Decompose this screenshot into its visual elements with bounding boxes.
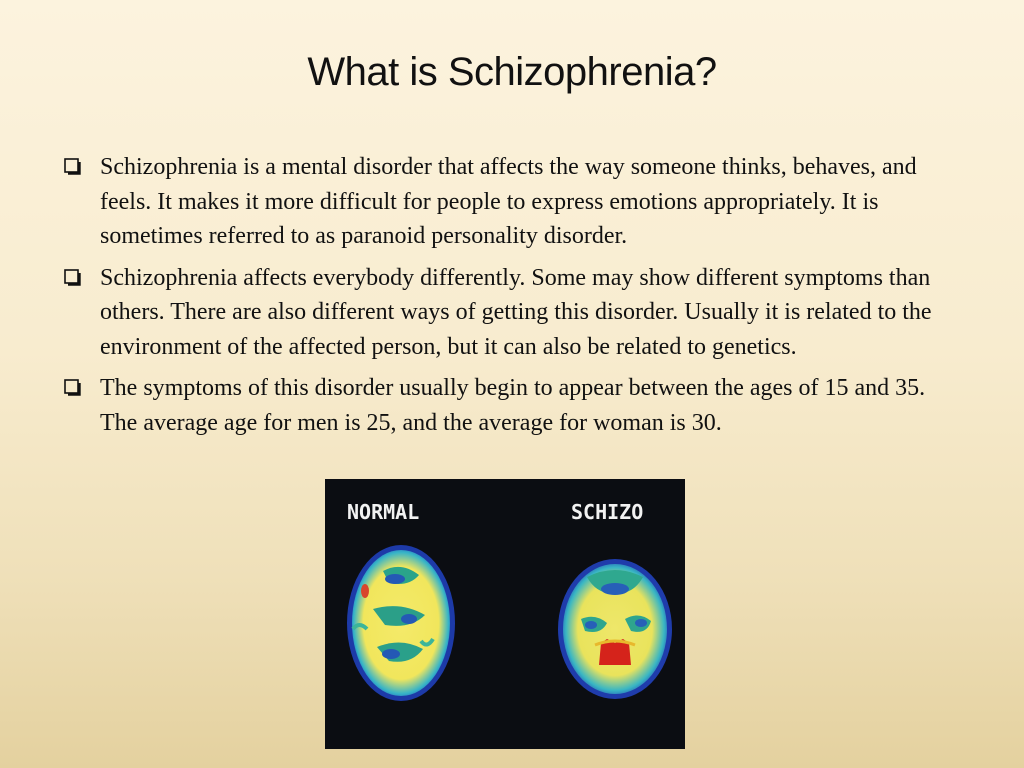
brain-scan-image (325, 479, 685, 749)
bullet-item (62, 150, 962, 254)
bullet-item (62, 371, 962, 440)
checkbox-icon (64, 379, 82, 397)
scan-label-schizo: SCHIZO (571, 500, 644, 524)
checkbox-icon (64, 269, 82, 287)
schizo-brain-scan (558, 559, 672, 699)
bullet-text: Schizophrenia affects everybody differently. Some may show different symptoms than others. There are also different ways of getting this disorder. Usually it is related to the environment of the affected person, but it can also be related to genetics. (100, 264, 932, 360)
normal-brain-scan (347, 545, 455, 701)
bullet-text: The symptoms of this disorder usually begin to appear between the ages of 15 and 35. The average age for men is 25, and the average for woman is 30. (100, 375, 926, 436)
slide-title: What is Schizophrenia? (307, 50, 717, 94)
bullet-list (62, 150, 962, 447)
scan-label-normal: NORMAL (347, 500, 420, 524)
bullet-item (62, 261, 962, 365)
bullet-text: Schizophrenia is a mental disorder that affects the way someone thinks, behaves, and feels. It makes it more difficult for people to express emotions appropriately. It is sometimes referred to as paranoid personality disorder. (100, 154, 917, 249)
checkbox-icon (64, 158, 82, 176)
brain-scan-graphic (325, 479, 685, 749)
